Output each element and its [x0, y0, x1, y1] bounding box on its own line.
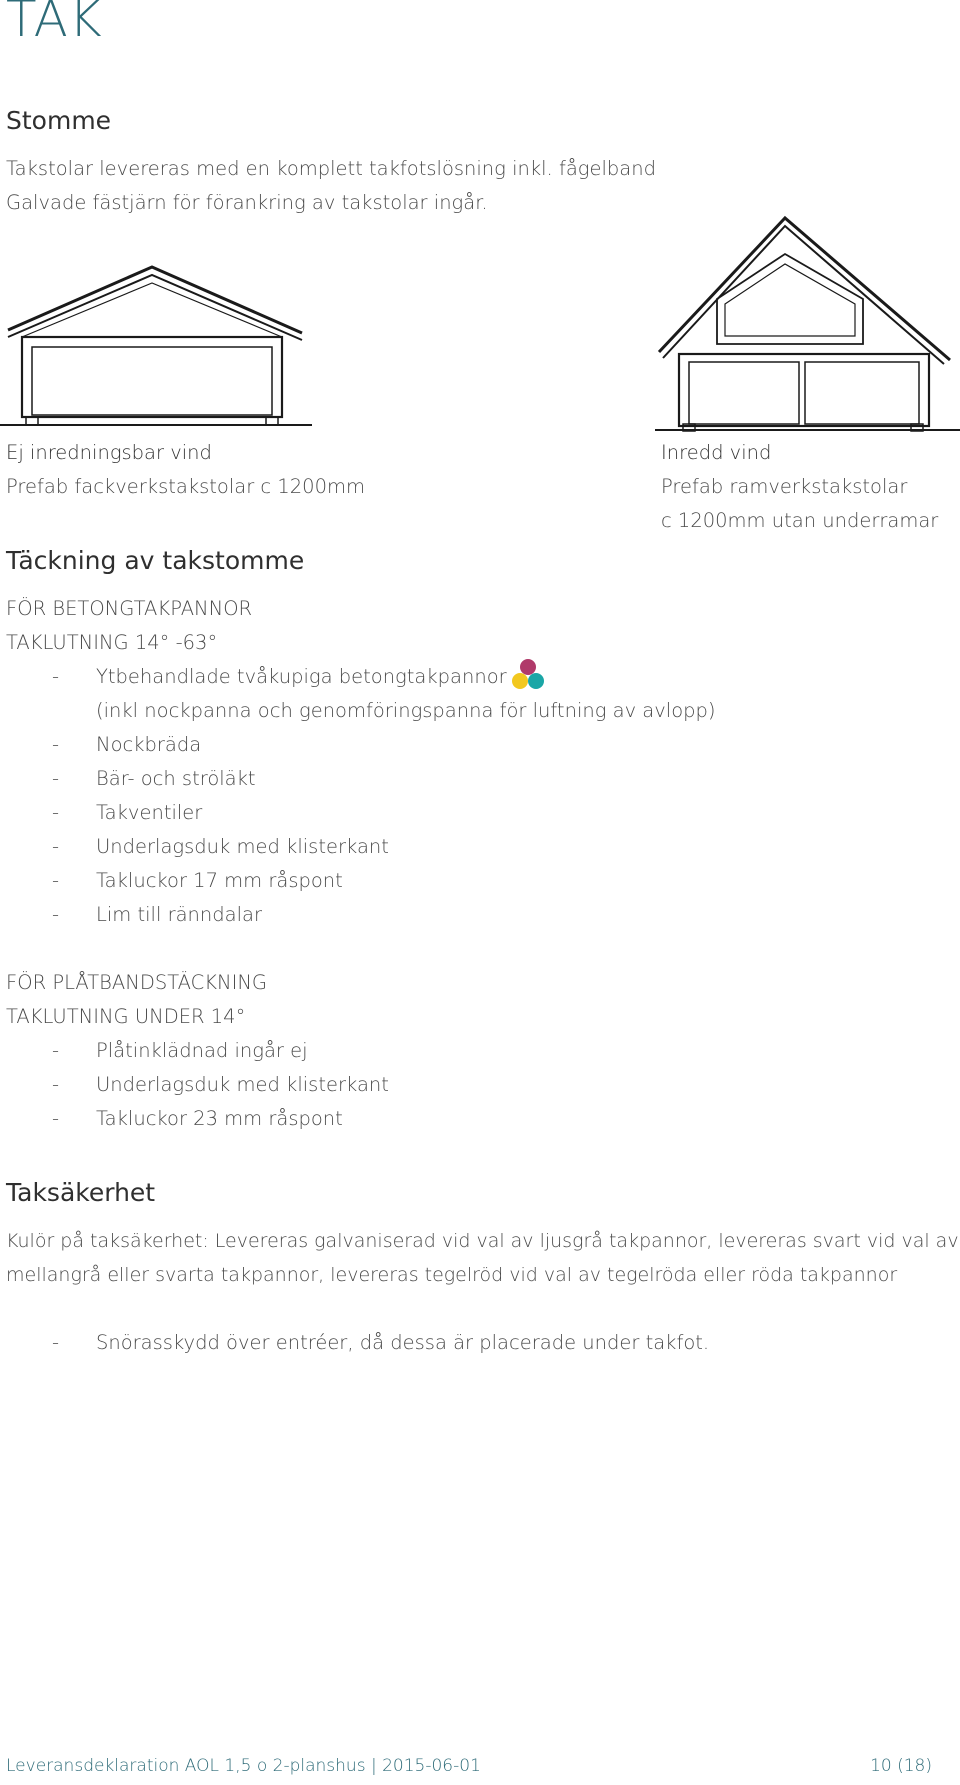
caption-left	[6, 436, 365, 504]
section-heading-taksakerhet: Taksäkerhet	[6, 1178, 156, 1207]
betong-block	[6, 592, 906, 932]
section-heading-tackning: Täckning av takstomme	[6, 546, 305, 575]
footer-page-number: 10 (18)	[870, 1756, 932, 1776]
caption-right-line: c 1200mm utan underramar	[661, 509, 939, 532]
list-item: - Takluckor 23 mm råspont	[52, 1107, 343, 1130]
footer-document-info: Leveransdeklaration AOL 1,5 o 2-planshus | 2015-06-01	[6, 1756, 481, 1776]
taksakerhet-line: mellangrå eller svarta takpannor, levereras tegelröd vid val av tegelröda eller röda takpannor	[6, 1264, 898, 1286]
betong-line: FÖR BETONGTAKPANNOR	[6, 597, 253, 620]
list-item-continuation: (inkl nockpanna och genomföringspanna för luftning av avlopp)	[96, 699, 716, 722]
house-diagram-left	[0, 255, 320, 435]
list-item: - Ytbehandlade tvåkupiga betongtakpannor	[52, 665, 507, 688]
list-item: - Nockbräda	[52, 733, 202, 756]
house-diagram-right	[655, 212, 960, 437]
caption-right	[661, 436, 938, 538]
list-item: - Underlagsduk med klisterkant	[52, 1073, 389, 1096]
caption-right-line: Prefab ramverkstakstolar	[661, 475, 908, 498]
section-heading-stomme: Stomme	[6, 106, 112, 135]
list-item: - Takventiler	[52, 801, 203, 824]
list-item: - Bär- och ströläkt	[52, 767, 256, 790]
caption-left-line: Ej inredningsbar vind	[6, 441, 212, 464]
stomme-line: Takstolar levereras med en komplett takfotslösning inkl. fågelband	[6, 157, 656, 180]
taksakerhet-line: Kulör på taksäkerhet: Levereras galvaniserad vid val av ljusgrå takpannor, levereras svart vid val av	[6, 1230, 959, 1252]
plat-block	[6, 966, 906, 1136]
taksakerhet-text	[6, 1224, 959, 1292]
list-item: - Lim till ränndalar	[52, 903, 262, 926]
taksakerhet-list	[6, 1326, 906, 1360]
list-item: - Plåtinklädnad ingår ej	[52, 1039, 308, 1062]
page-title: TAK	[6, 0, 103, 48]
plat-line: TAKLUTNING UNDER 14°	[6, 1005, 246, 1028]
color-options-icon	[510, 658, 546, 692]
stomme-text	[6, 152, 656, 220]
caption-right-line: Inredd vind	[661, 441, 772, 464]
list-item: - Snörasskydd över entréer, då dessa är placerade under takfot.	[52, 1331, 710, 1354]
list-item: - Takluckor 17 mm råspont	[52, 869, 343, 892]
caption-left-line: Prefab fackverkstakstolar c 1200mm	[6, 475, 365, 498]
betong-line: TAKLUTNING 14° -63°	[6, 631, 218, 654]
list-item: - Underlagsduk med klisterkant	[52, 835, 389, 858]
plat-line: FÖR PLÅTBANDSTÄCKNING	[6, 971, 268, 994]
stomme-line: Galvade fästjärn för förankring av takstolar ingår.	[6, 191, 488, 214]
